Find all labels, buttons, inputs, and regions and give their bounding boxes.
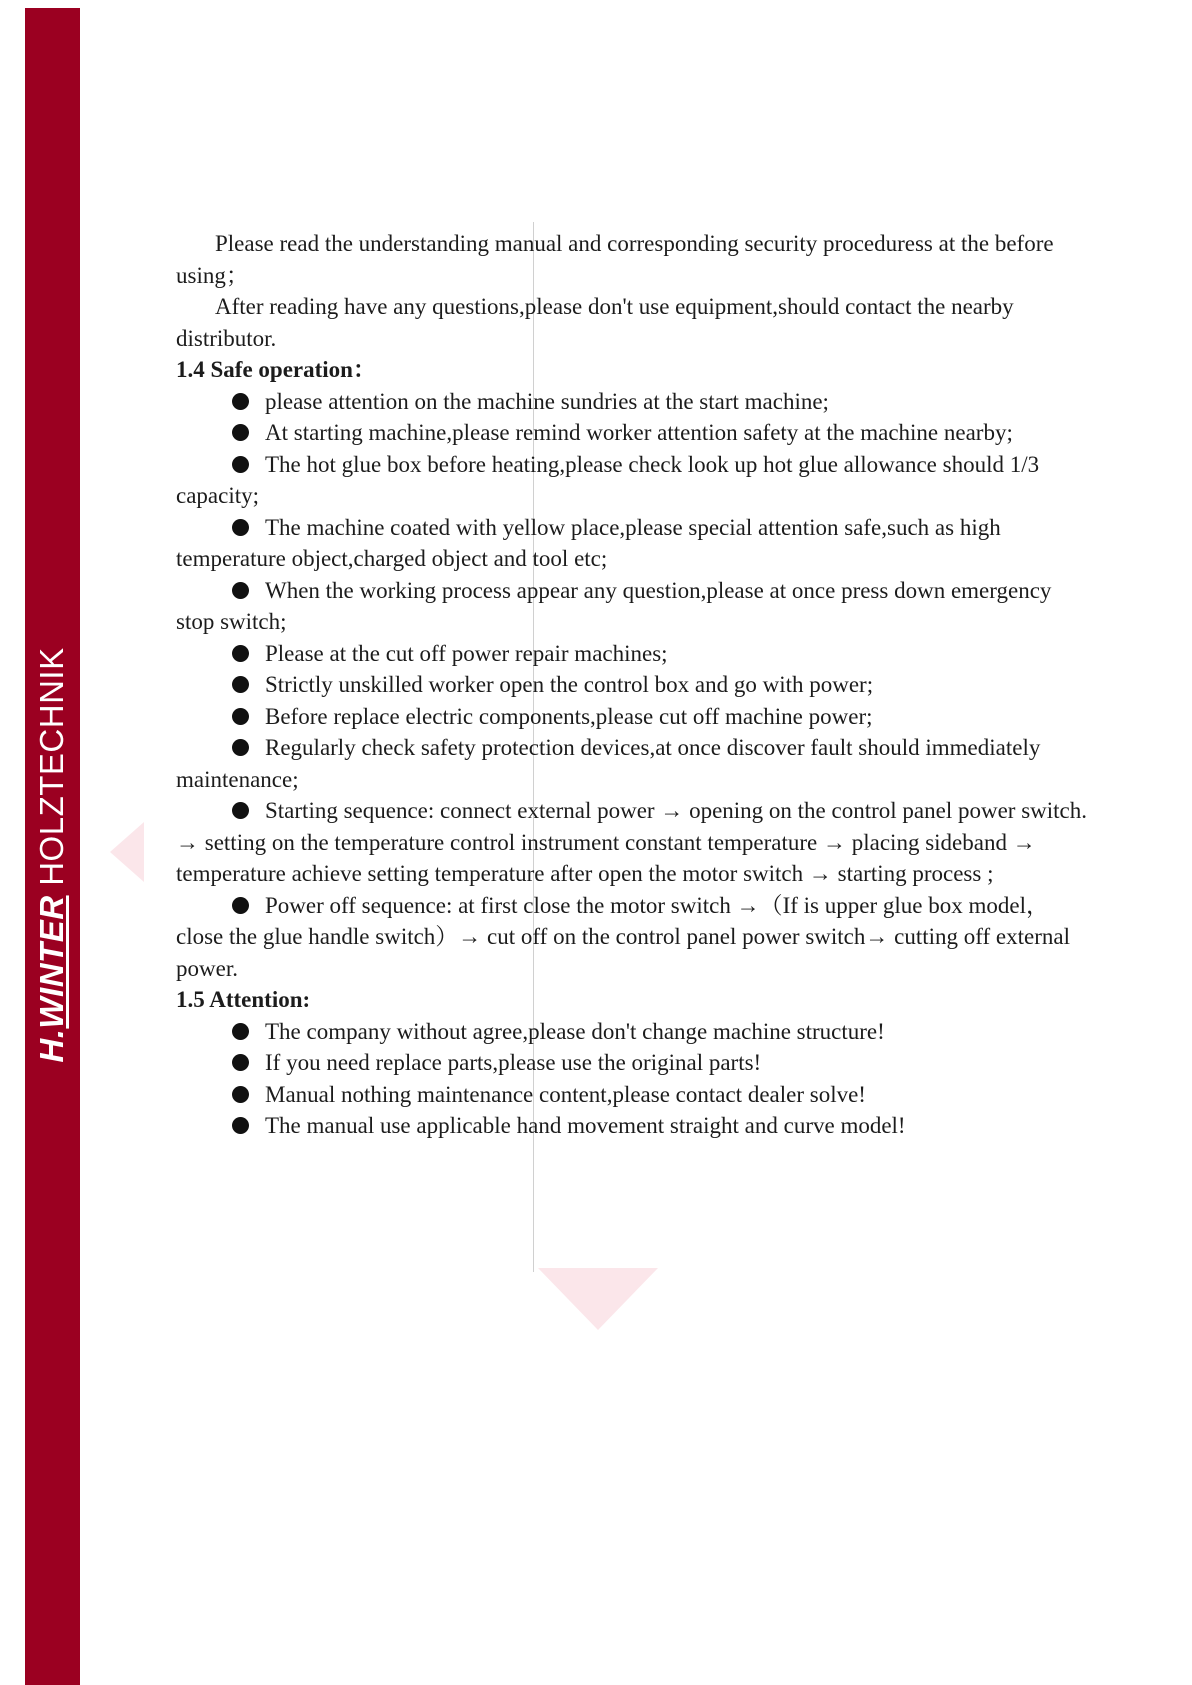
safe-operation-item: Please at the cut off power repair machines; (176, 638, 1091, 670)
safe-operation-item: When the working process appear any question,please at once press down emergency stop switch; (176, 575, 1091, 638)
safe-operation-item: Power off sequence: at first close the motor switch →（If is upper glue box model，close the glue handle switch）→ cut off on the control panel power switch→ cutting off external power. (176, 890, 1091, 985)
safe-operation-item: The hot glue box before heating,please check look up hot glue allowance should 1/3 capacity; (176, 449, 1091, 512)
safe-operation-item: Before replace electric components,please cut off machine power; (176, 701, 1091, 733)
safe-operation-item: Strictly unskilled worker open the control box and go with power; (176, 669, 1091, 701)
section-heading-safe-operation: 1.4 Safe operation： (176, 357, 376, 382)
intro-paragraph-1: Please read the understanding manual and corresponding security proceduress at the before using； (176, 231, 1054, 288)
brand-suffix: HOLZTECHNIK (33, 647, 70, 896)
attention-item: The manual use applicable hand movement straight and curve model! (176, 1110, 1091, 1142)
watermark-arrow-down (538, 1268, 658, 1330)
manual-page-content (176, 228, 1091, 1142)
attention-item: If you need replace parts,please use the original parts! (176, 1047, 1091, 1079)
brand-name: WINTER (33, 895, 70, 1029)
safe-operation-item: The machine coated with yellow place,please special attention safe,such as high temperature object,charged object and tool etc; (176, 512, 1091, 575)
brand-logo (33, 647, 71, 1062)
safe-operation-item: Regularly check safety protection devices,at once discover fault should immediately maintenance; (176, 732, 1091, 795)
safe-operation-item: Starting sequence: connect external power → opening on the control panel power switch. → setting on the temperature control instrument constant temperature → placing sideband → temperature achieve setting temperature after open the motor switch → starting process ; (176, 795, 1091, 890)
attention-item: Manual nothing maintenance content,please contact dealer solve! (176, 1079, 1091, 1111)
section-heading-attention: 1.5 Attention: (176, 987, 311, 1012)
watermark-arrow-left (110, 822, 144, 882)
brand-prefix: H. (33, 1028, 70, 1063)
safe-operation-item: please attention on the machine sundries at the start machine; (176, 386, 1091, 418)
intro-paragraph-2: After reading have any questions,please don't use equipment,should contact the nearby distributor. (176, 294, 1014, 351)
safe-operation-item: At starting machine,please remind worker attention safety at the machine nearby; (176, 417, 1091, 449)
attention-item: The company without agree,please don't change machine structure! (176, 1016, 1091, 1048)
